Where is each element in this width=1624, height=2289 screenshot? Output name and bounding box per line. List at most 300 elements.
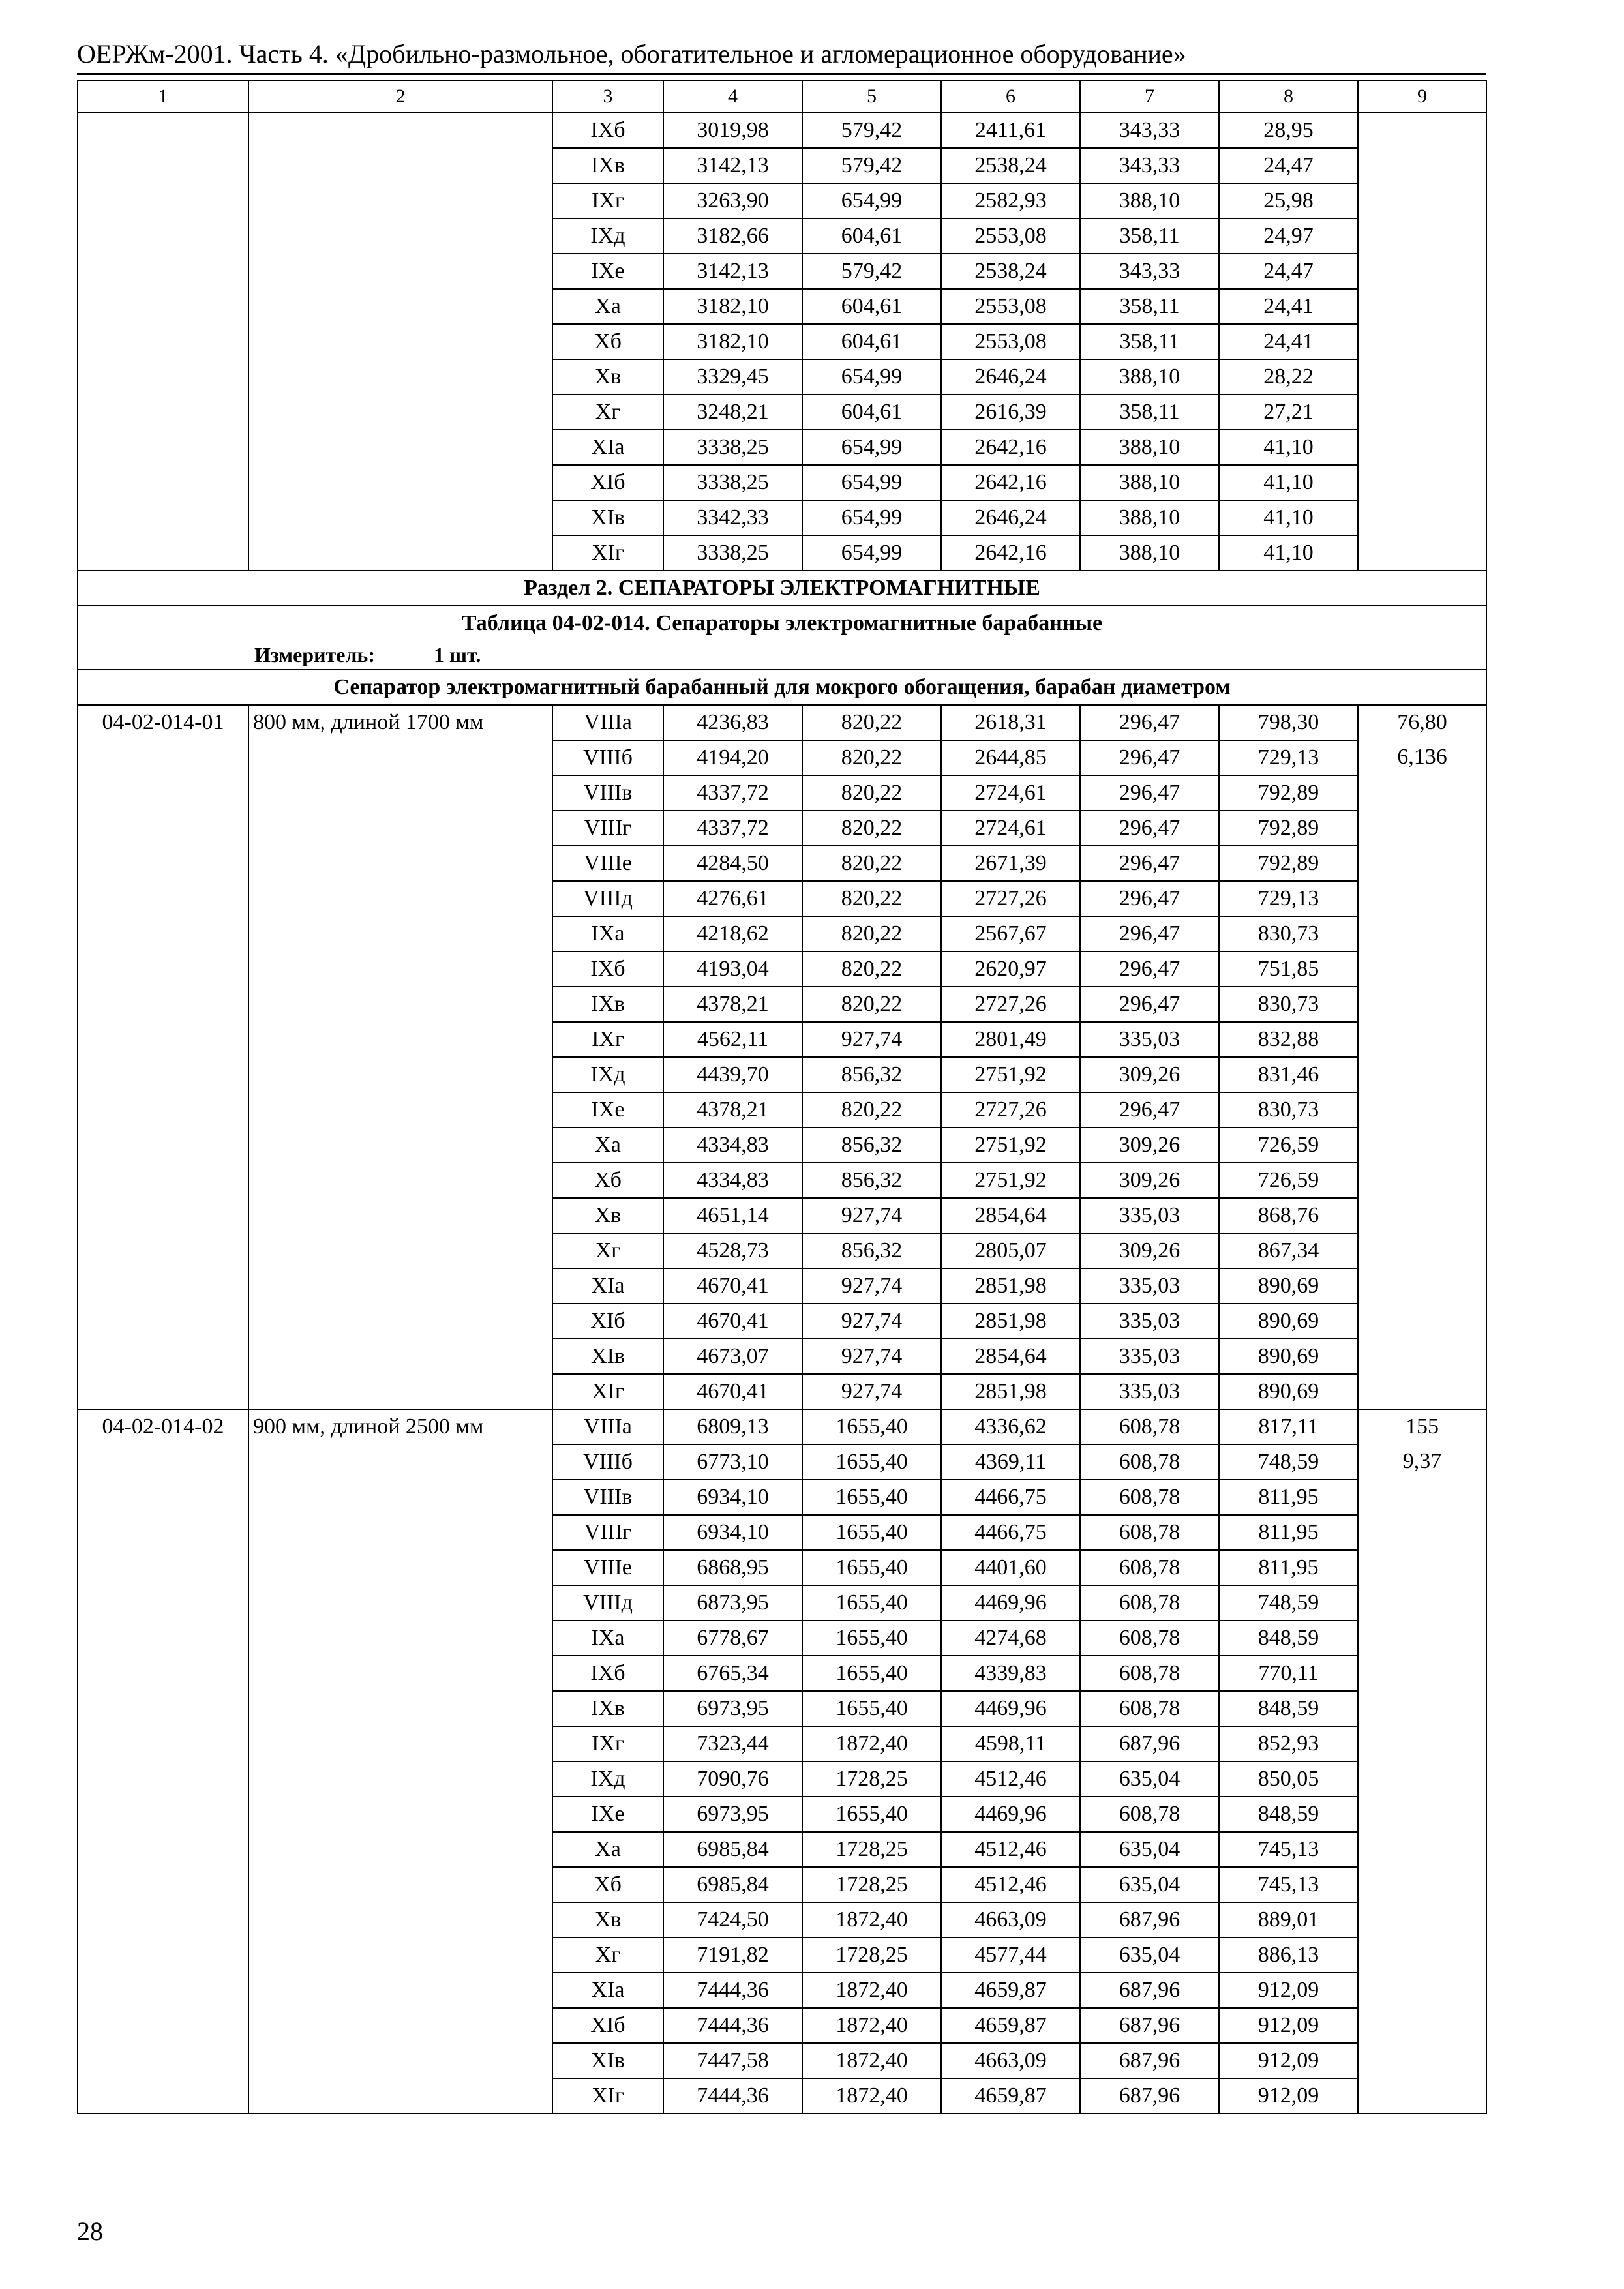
table-row: [78, 2008, 1486, 2043]
col9-cell: [1358, 1937, 1486, 1973]
table-row: [78, 2078, 1486, 2114]
value-cell: 850,05: [1219, 1761, 1358, 1797]
value-cell: XIв: [552, 500, 663, 535]
value-cell: 604,61: [802, 289, 941, 324]
name-cell: [248, 1128, 552, 1163]
col9-cell: [1358, 881, 1486, 916]
value-cell: Xв: [552, 1902, 663, 1937]
value-cell: 7444,36: [663, 1973, 802, 2008]
value-cell: 2646,24: [941, 500, 1080, 535]
code-cell: [78, 951, 248, 987]
col9-cell: [1358, 183, 1486, 218]
value-cell: VIIIб: [552, 740, 663, 775]
value-cell: 848,59: [1219, 1797, 1358, 1832]
value-cell: 912,09: [1219, 2008, 1358, 2043]
table-row: [78, 465, 1486, 500]
code-cell: [78, 254, 248, 289]
value-cell: 856,32: [802, 1163, 941, 1198]
table-row: [78, 1656, 1486, 1691]
col9-cell: [1358, 1761, 1486, 1797]
col9-cell: [1358, 1374, 1486, 1409]
name-cell: [248, 1656, 552, 1691]
value-cell: 745,13: [1219, 1832, 1358, 1867]
value-cell: 4598,11: [941, 1726, 1080, 1761]
value-cell: VIIIв: [552, 1480, 663, 1515]
table-row: [78, 1268, 1486, 1304]
code-cell: [78, 775, 248, 811]
value-cell: IXг: [552, 1022, 663, 1057]
value-cell: 2646,24: [941, 359, 1080, 395]
value-cell: 4663,09: [941, 1902, 1080, 1937]
name-cell: [248, 1726, 552, 1761]
value-cell: 4337,72: [663, 775, 802, 811]
table-row: [78, 951, 1486, 987]
code-cell: [78, 1585, 248, 1621]
table-row: [78, 1691, 1486, 1726]
value-cell: 309,26: [1080, 1163, 1219, 1198]
value-cell: 3182,10: [663, 324, 802, 359]
value-cell: 4659,87: [941, 2078, 1080, 2114]
value-cell: IXд: [552, 218, 663, 254]
col9-cell: [1358, 1902, 1486, 1937]
value-cell: 798,30: [1219, 705, 1358, 740]
value-cell: 28,95: [1219, 113, 1358, 148]
value-cell: 890,69: [1219, 1374, 1358, 1409]
value-cell: 335,03: [1080, 1198, 1219, 1233]
value-cell: 608,78: [1080, 1480, 1219, 1515]
value-cell: 24,41: [1219, 324, 1358, 359]
value-cell: 4218,62: [663, 916, 802, 951]
value-cell: 4378,21: [663, 1092, 802, 1128]
value-cell: 3142,13: [663, 148, 802, 183]
value-cell: 927,74: [802, 1268, 941, 1304]
header-divider: [77, 73, 1486, 75]
value-cell: 343,33: [1080, 254, 1219, 289]
table-row: [78, 1973, 1486, 2008]
rate-code: 04-02-014-02: [78, 1409, 248, 1444]
code-cell: [78, 1128, 248, 1163]
col9-cell: [1358, 148, 1486, 183]
value-cell: 2553,08: [941, 324, 1080, 359]
col9-cell: 6,136: [1358, 740, 1486, 775]
name-cell: [248, 148, 552, 183]
table-row: [78, 289, 1486, 324]
column-number: 8: [1219, 80, 1358, 113]
value-cell: 654,99: [802, 359, 941, 395]
column-number: 3: [552, 80, 663, 113]
value-cell: 4562,11: [663, 1022, 802, 1057]
value-cell: 4659,87: [941, 2008, 1080, 2043]
value-cell: 912,09: [1219, 2043, 1358, 2078]
table-row: [78, 430, 1486, 465]
value-cell: VIIIд: [552, 881, 663, 916]
name-cell: [248, 1585, 552, 1621]
value-cell: XIв: [552, 2043, 663, 2078]
table-row: [78, 324, 1486, 359]
value-cell: 820,22: [802, 951, 941, 987]
value-cell: VIIIб: [552, 1444, 663, 1480]
name-cell: [248, 811, 552, 846]
code-cell: [78, 1233, 248, 1268]
value-cell: IXа: [552, 916, 663, 951]
value-cell: 4236,83: [663, 705, 802, 740]
value-cell: 7424,50: [663, 1902, 802, 1937]
value-cell: 2727,26: [941, 987, 1080, 1022]
value-cell: 1728,25: [802, 1832, 941, 1867]
value-cell: Xб: [552, 1867, 663, 1902]
col9-cell: [1358, 1656, 1486, 1691]
code-cell: [78, 1444, 248, 1480]
table-row: [78, 395, 1486, 430]
value-cell: 635,04: [1080, 1761, 1219, 1797]
code-cell: [78, 2078, 248, 2114]
value-cell: 792,89: [1219, 811, 1358, 846]
code-cell: [78, 1374, 248, 1409]
value-cell: 912,09: [1219, 2078, 1358, 2114]
col9-cell: [1358, 1691, 1486, 1726]
table-row: [78, 740, 1486, 775]
value-cell: Xа: [552, 1128, 663, 1163]
value-cell: 832,88: [1219, 1022, 1358, 1057]
value-cell: 1655,40: [802, 1480, 941, 1515]
value-cell: 687,96: [1080, 2078, 1219, 2114]
value-cell: 6985,84: [663, 1832, 802, 1867]
col9-cell: [1358, 2043, 1486, 2078]
table-row: [78, 113, 1486, 148]
name-cell: [248, 987, 552, 1022]
value-cell: IXб: [552, 1656, 663, 1691]
code-cell: [78, 395, 248, 430]
name-cell: [248, 324, 552, 359]
col9-cell: [1358, 1515, 1486, 1550]
table-row: [78, 1128, 1486, 1163]
value-cell: 3182,66: [663, 218, 802, 254]
value-cell: 4512,46: [941, 1761, 1080, 1797]
value-cell: 4369,11: [941, 1444, 1080, 1480]
name-cell: [248, 951, 552, 987]
table-row: [78, 846, 1486, 881]
value-cell: 745,13: [1219, 1867, 1358, 1902]
value-cell: Xа: [552, 1832, 663, 1867]
value-cell: 2751,92: [941, 1057, 1080, 1092]
name-cell: [248, 1515, 552, 1550]
value-cell: 687,96: [1080, 2043, 1219, 2078]
value-cell: 2727,26: [941, 881, 1080, 916]
value-cell: 830,73: [1219, 1092, 1358, 1128]
table-row: [78, 1585, 1486, 1621]
value-cell: XIа: [552, 1973, 663, 2008]
value-cell: 296,47: [1080, 811, 1219, 846]
subhead-row: [78, 670, 1486, 705]
value-cell: Xб: [552, 1163, 663, 1198]
name-cell: [248, 500, 552, 535]
value-cell: 4378,21: [663, 987, 802, 1022]
value-cell: 6809,13: [663, 1409, 802, 1444]
name-cell: [248, 1198, 552, 1233]
column-number: 1: [78, 80, 248, 113]
table-row: [78, 535, 1486, 571]
value-cell: 296,47: [1080, 881, 1219, 916]
value-cell: 729,13: [1219, 740, 1358, 775]
value-cell: 2616,39: [941, 395, 1080, 430]
col9-cell: [1358, 289, 1486, 324]
col9-cell: [1358, 1268, 1486, 1304]
table-row: [78, 775, 1486, 811]
col9-cell: [1358, 113, 1486, 148]
value-cell: Xг: [552, 1937, 663, 1973]
value-cell: 1655,40: [802, 1621, 941, 1656]
value-cell: 2851,98: [941, 1268, 1080, 1304]
value-cell: 24,47: [1219, 148, 1358, 183]
value-cell: 2538,24: [941, 254, 1080, 289]
value-cell: 889,01: [1219, 1902, 1358, 1937]
col9-cell: 155: [1358, 1409, 1486, 1444]
value-cell: 579,42: [802, 113, 941, 148]
value-cell: 358,11: [1080, 289, 1219, 324]
value-cell: 4193,04: [663, 951, 802, 987]
table-row: [78, 1902, 1486, 1937]
name-cell: [248, 1233, 552, 1268]
name-cell: [248, 1621, 552, 1656]
value-cell: 4528,73: [663, 1233, 802, 1268]
value-cell: 2851,98: [941, 1374, 1080, 1409]
code-cell: [78, 811, 248, 846]
value-cell: 726,59: [1219, 1163, 1358, 1198]
code-cell: [78, 916, 248, 951]
value-cell: 4276,61: [663, 881, 802, 916]
value-cell: 296,47: [1080, 987, 1219, 1022]
value-cell: 2644,85: [941, 740, 1080, 775]
value-cell: 335,03: [1080, 1339, 1219, 1374]
col9-cell: [1358, 1867, 1486, 1902]
value-cell: VIIIг: [552, 811, 663, 846]
value-cell: 868,76: [1219, 1198, 1358, 1233]
value-cell: 2751,92: [941, 1163, 1080, 1198]
value-cell: 654,99: [802, 465, 941, 500]
column-number: 5: [802, 80, 941, 113]
value-cell: 927,74: [802, 1374, 941, 1409]
value-cell: 770,11: [1219, 1656, 1358, 1691]
table-row: [78, 2043, 1486, 2078]
table-row: [78, 1409, 1486, 1444]
code-cell: [78, 1691, 248, 1726]
section-title: Раздел 2. СЕПАРАТОРЫ ЭЛЕКТРОМАГНИТНЫЕ: [78, 571, 1486, 606]
col9-cell: [1358, 1726, 1486, 1761]
name-cell: [248, 183, 552, 218]
col9-cell: [1358, 395, 1486, 430]
code-cell: [78, 1339, 248, 1374]
code-cell: [78, 1832, 248, 1867]
value-cell: IXг: [552, 1726, 663, 1761]
value-cell: Xа: [552, 289, 663, 324]
code-cell: [78, 1726, 248, 1761]
value-cell: 1728,25: [802, 1761, 941, 1797]
table-row: [78, 1761, 1486, 1797]
value-cell: 6868,95: [663, 1550, 802, 1585]
name-cell: [248, 740, 552, 775]
subhead: Сепаратор электромагнитный барабанный для мокрого обогащения, барабан диаметром: [78, 670, 1486, 705]
code-cell: [78, 1656, 248, 1691]
rate-code: 04-02-014-01: [78, 705, 248, 740]
col9-cell: [1358, 1832, 1486, 1867]
value-cell: 25,98: [1219, 183, 1358, 218]
col9-cell: [1358, 1480, 1486, 1515]
name-cell: [248, 1691, 552, 1726]
value-cell: 296,47: [1080, 916, 1219, 951]
value-cell: 4670,41: [663, 1374, 802, 1409]
value-cell: 2618,31: [941, 705, 1080, 740]
value-cell: 927,74: [802, 1304, 941, 1339]
name-cell: [248, 1937, 552, 1973]
value-cell: 830,73: [1219, 987, 1358, 1022]
value-cell: 852,93: [1219, 1726, 1358, 1761]
col9-cell: [1358, 1797, 1486, 1832]
value-cell: 4469,96: [941, 1797, 1080, 1832]
measure-line: [78, 640, 1486, 669]
value-cell: 335,03: [1080, 1022, 1219, 1057]
value-cell: 3182,10: [663, 289, 802, 324]
value-cell: 4670,41: [663, 1304, 802, 1339]
name-cell: [248, 1550, 552, 1585]
code-cell: [78, 430, 248, 465]
value-cell: 2642,16: [941, 535, 1080, 571]
table-row: [78, 1937, 1486, 1973]
rates-table: [77, 80, 1487, 2114]
code-cell: [78, 1937, 248, 1973]
value-cell: 388,10: [1080, 359, 1219, 395]
col9-cell: [1358, 2008, 1486, 2043]
col9-cell: [1358, 1128, 1486, 1163]
value-cell: 1655,40: [802, 1444, 941, 1480]
code-cell: [78, 324, 248, 359]
value-cell: 388,10: [1080, 430, 1219, 465]
value-cell: IXв: [552, 148, 663, 183]
value-cell: 856,32: [802, 1233, 941, 1268]
table-row: [78, 183, 1486, 218]
name-cell: [248, 395, 552, 430]
code-cell: [78, 1797, 248, 1832]
value-cell: 4339,83: [941, 1656, 1080, 1691]
table-row: [78, 148, 1486, 183]
value-cell: 820,22: [802, 881, 941, 916]
table-title-row: [78, 606, 1486, 670]
name-cell: [248, 359, 552, 395]
value-cell: 2727,26: [941, 1092, 1080, 1128]
value-cell: 7444,36: [663, 2008, 802, 2043]
table-row: [78, 1198, 1486, 1233]
value-cell: IXг: [552, 183, 663, 218]
value-cell: 1655,40: [802, 1585, 941, 1621]
table-row: [78, 987, 1486, 1022]
value-cell: 608,78: [1080, 1797, 1219, 1832]
value-cell: 792,89: [1219, 846, 1358, 881]
col9-cell: [1358, 1022, 1486, 1057]
value-cell: 309,26: [1080, 1128, 1219, 1163]
value-cell: 41,10: [1219, 500, 1358, 535]
value-cell: 2620,97: [941, 951, 1080, 987]
col9-cell: [1358, 1304, 1486, 1339]
code-cell: [78, 1163, 248, 1198]
value-cell: IXд: [552, 1761, 663, 1797]
value-cell: 4512,46: [941, 1867, 1080, 1902]
value-cell: 886,13: [1219, 1937, 1358, 1973]
value-cell: 6973,95: [663, 1797, 802, 1832]
value-cell: 3019,98: [663, 113, 802, 148]
value-cell: 1872,40: [802, 2043, 941, 2078]
column-number: 7: [1080, 80, 1219, 113]
value-cell: 654,99: [802, 535, 941, 571]
value-cell: 687,96: [1080, 2008, 1219, 2043]
col9-cell: [1358, 951, 1486, 987]
table-row: [78, 1444, 1486, 1480]
value-cell: 343,33: [1080, 148, 1219, 183]
value-cell: 820,22: [802, 775, 941, 811]
value-cell: 296,47: [1080, 775, 1219, 811]
name-cell: [248, 1092, 552, 1128]
name-cell: [248, 2043, 552, 2078]
measure-unit: 1 шт.: [433, 643, 481, 666]
code-cell: [78, 1515, 248, 1550]
value-cell: 820,22: [802, 705, 941, 740]
value-cell: 927,74: [802, 1339, 941, 1374]
col9-cell: [1358, 1233, 1486, 1268]
value-cell: 388,10: [1080, 535, 1219, 571]
name-cell: [248, 1268, 552, 1304]
code-cell: [78, 1902, 248, 1937]
value-cell: 7323,44: [663, 1726, 802, 1761]
value-cell: 820,22: [802, 916, 941, 951]
value-cell: 2567,67: [941, 916, 1080, 951]
value-cell: 7090,76: [663, 1761, 802, 1797]
name-cell: [248, 775, 552, 811]
value-cell: 604,61: [802, 324, 941, 359]
value-cell: 635,04: [1080, 1832, 1219, 1867]
code-cell: [78, 1973, 248, 2008]
value-cell: 608,78: [1080, 1691, 1219, 1726]
code-cell: [78, 1480, 248, 1515]
value-cell: IXб: [552, 113, 663, 148]
value-cell: 309,26: [1080, 1057, 1219, 1092]
value-cell: 811,95: [1219, 1480, 1358, 1515]
value-cell: 820,22: [802, 811, 941, 846]
value-cell: 811,95: [1219, 1515, 1358, 1550]
col9-cell: [1358, 846, 1486, 881]
value-cell: VIIIа: [552, 1409, 663, 1444]
col9-cell: [1358, 465, 1486, 500]
value-cell: XIг: [552, 2078, 663, 2114]
table-row: [78, 1515, 1486, 1550]
value-cell: 608,78: [1080, 1409, 1219, 1444]
col9-cell: [1358, 1585, 1486, 1621]
value-cell: 6934,10: [663, 1515, 802, 1550]
table-row: [78, 916, 1486, 951]
value-cell: 3338,25: [663, 535, 802, 571]
value-cell: 848,59: [1219, 1621, 1358, 1656]
value-cell: 2805,07: [941, 1233, 1080, 1268]
value-cell: 4663,09: [941, 2043, 1080, 2078]
value-cell: 654,99: [802, 430, 941, 465]
value-cell: 2724,61: [941, 775, 1080, 811]
value-cell: VIIIе: [552, 846, 663, 881]
value-cell: 751,85: [1219, 951, 1358, 987]
col9-cell: [1358, 1550, 1486, 1585]
value-cell: 4466,75: [941, 1480, 1080, 1515]
code-cell: [78, 1022, 248, 1057]
col9-cell: [1358, 1163, 1486, 1198]
value-cell: 6934,10: [663, 1480, 802, 1515]
value-cell: 7191,82: [663, 1937, 802, 1973]
value-cell: 2854,64: [941, 1198, 1080, 1233]
